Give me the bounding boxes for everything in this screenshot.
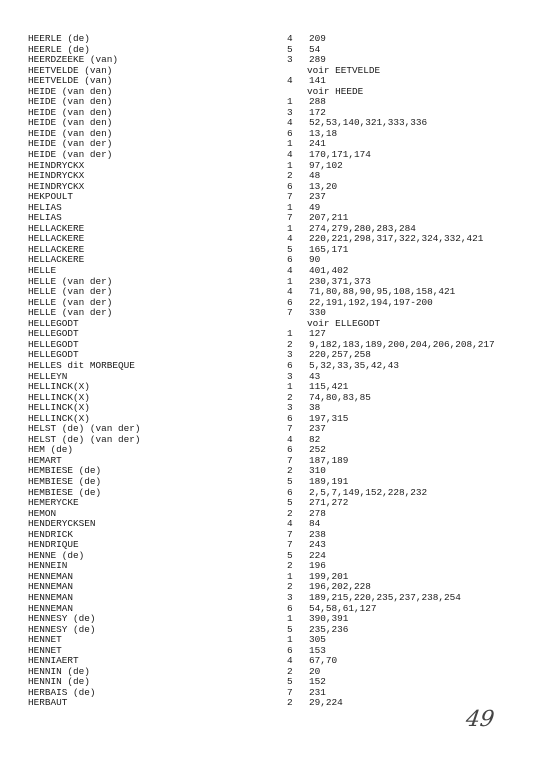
entry-pages: 288 — [309, 96, 326, 108]
entry-pages: 67,70 — [309, 655, 338, 667]
entry-pages: 252 — [309, 444, 326, 456]
entry-name: HENNEMAN — [28, 570, 74, 582]
entry-pages: voir ELLEGODT — [307, 317, 381, 329]
entry-pages: 220,257,258 — [309, 349, 371, 361]
entry-volume: 4 — [287, 518, 293, 530]
entry-volume: 2 — [287, 170, 293, 182]
entry-pages: 13,18 — [309, 127, 338, 139]
entry-pages: 84 — [309, 518, 321, 530]
entry-volume: 2 — [287, 507, 293, 519]
entry-name: HEIDE (van der) — [28, 149, 113, 161]
entry-volume: 6 — [287, 180, 293, 192]
entry-name: HENNEMAN — [28, 581, 74, 593]
entry-volume: 6 — [287, 359, 293, 371]
index-entry — [0, 551, 550, 562]
entry-pages: 172 — [309, 106, 326, 118]
entry-name: HEERLE (de) — [28, 43, 90, 55]
entry-name: HEINDRYCKX — [28, 170, 85, 182]
entry-volume: 2 — [287, 338, 293, 350]
entry-name: HEM (de) — [28, 444, 74, 456]
index-entry — [0, 593, 550, 604]
entry-name: HELST (de) (van der) — [28, 433, 141, 445]
entry-pages: 238 — [309, 528, 326, 540]
index-entry — [0, 182, 550, 193]
entry-name: HEIDE (van den) — [28, 117, 113, 129]
entry-volume: 2 — [287, 581, 293, 593]
entry-name: HENDRICK — [28, 528, 74, 540]
entry-pages: 141 — [309, 75, 326, 87]
entry-name: HELLE (van der) — [28, 307, 113, 319]
entry-name: HEIDE (van den) — [28, 96, 113, 108]
entry-name: HELLEGODT — [28, 349, 79, 361]
entry-volume: 4 — [287, 286, 293, 298]
entry-name: HENNEMAN — [28, 591, 74, 603]
entry-pages: 243 — [309, 539, 326, 551]
entry-pages: 189,215,220,235,237,238,254 — [309, 591, 461, 603]
entry-pages: 13,20 — [309, 180, 338, 192]
entry-volume: 6 — [287, 296, 293, 308]
entry-volume: 7 — [287, 423, 293, 435]
entry-pages: 29,224 — [309, 697, 343, 709]
entry-volume: 1 — [287, 570, 293, 582]
entry-pages: 90 — [309, 254, 321, 266]
entry-name: HERBAIS (de) — [28, 686, 96, 698]
entry-volume: 7 — [287, 212, 293, 224]
entry-pages: 82 — [309, 433, 321, 445]
entry-volume: 4 — [287, 433, 293, 445]
index-entry — [0, 561, 550, 572]
entry-name: HENNESY (de) — [28, 623, 96, 635]
entry-name: HEERDZEEKE (van) — [28, 54, 119, 66]
entry-name: HELLE (van der) — [28, 286, 113, 298]
index-entry — [0, 340, 550, 351]
entry-pages: 220,221,298,317,322,324,332,421 — [309, 233, 484, 245]
entry-volume: 5 — [287, 43, 293, 55]
entry-volume: 6 — [287, 644, 293, 656]
entry-pages: 196,202,228 — [309, 581, 371, 593]
entry-pages: 74,80,83,85 — [309, 391, 371, 403]
entry-pages: 48 — [309, 170, 321, 182]
entry-volume: 2 — [287, 465, 293, 477]
entry-volume: 2 — [287, 665, 293, 677]
entry-name: HEMBIESE (de) — [28, 486, 102, 498]
entry-pages: 97,102 — [309, 159, 343, 171]
entry-volume: 4 — [287, 149, 293, 161]
entry-name: HENNE (de) — [28, 549, 85, 561]
entry-pages: 189,191 — [309, 475, 349, 487]
entry-pages: 237 — [309, 423, 326, 435]
entry-pages: 165,171 — [309, 243, 349, 255]
entry-name: HELST (de) (van der) — [28, 423, 141, 435]
entry-pages: 289 — [309, 54, 326, 66]
index-entry — [0, 635, 550, 646]
entry-name: HELLACKERE — [28, 243, 85, 255]
entry-pages: 52,53,140,321,333,336 — [309, 117, 428, 129]
entry-pages: 209 — [309, 33, 326, 44]
entry-pages: 401,402 — [309, 265, 349, 277]
entry-volume: 7 — [287, 686, 293, 698]
entry-pages: voir HEEDE — [307, 85, 364, 97]
entry-pages: 390,391 — [309, 613, 349, 625]
entry-pages: 152 — [309, 676, 326, 688]
page-number: 49 — [464, 707, 496, 732]
entry-volume: 1 — [287, 201, 293, 213]
entry-name: HELLEGODT — [28, 317, 79, 329]
entry-volume: 7 — [287, 528, 293, 540]
entry-pages: 305 — [309, 634, 326, 646]
entry-volume: 3 — [287, 106, 293, 118]
entry-name: HELLINCK(X) — [28, 402, 90, 414]
entry-volume: 6 — [287, 602, 293, 614]
entry-name: HEIDE (van der) — [28, 138, 113, 150]
entry-pages: 20 — [309, 665, 321, 677]
entry-name: HEMON — [28, 507, 57, 519]
entry-name: HELLE — [28, 265, 57, 277]
entry-name: HELLEGODT — [28, 338, 79, 350]
entry-volume: 7 — [287, 539, 293, 551]
entry-volume: 4 — [287, 233, 293, 245]
index-entry — [0, 319, 550, 330]
index-entry — [0, 477, 550, 488]
entry-pages: 153 — [309, 644, 326, 656]
index-entry — [0, 519, 550, 530]
entry-name: HELLINCK(X) — [28, 391, 90, 403]
entry-volume: 1 — [287, 634, 293, 646]
entry-volume: 1 — [287, 613, 293, 625]
entry-name: HELLEGODT — [28, 328, 79, 340]
entry-pages: 199,201 — [309, 570, 349, 582]
entry-volume: 3 — [287, 54, 293, 66]
entry-volume: 4 — [287, 75, 293, 87]
entry-volume: 4 — [287, 265, 293, 277]
entry-name: HEMART — [28, 454, 62, 466]
entry-name: HENNESY (de) — [28, 613, 96, 625]
index-entry — [0, 498, 550, 509]
entry-volume: 5 — [287, 549, 293, 561]
entry-pages: 230,371,373 — [309, 275, 371, 287]
entry-pages: 9,182,183,189,200,204,206,208,217 — [309, 338, 495, 350]
entry-pages: 43 — [309, 370, 321, 382]
entry-name: HEMBIESE (de) — [28, 475, 102, 487]
entry-volume: 2 — [287, 697, 293, 709]
entry-pages: 278 — [309, 507, 326, 519]
entry-name: HEMERYCKE — [28, 497, 79, 509]
index-list — [0, 34, 550, 709]
entry-pages: 187,189 — [309, 454, 349, 466]
entry-pages: 330 — [309, 307, 326, 319]
entry-pages: 54 — [309, 43, 321, 55]
entry-volume: 7 — [287, 454, 293, 466]
entry-pages: 310 — [309, 465, 326, 477]
index-entry — [0, 488, 550, 499]
index-entry — [0, 625, 550, 636]
entry-name: HEINDRYCKX — [28, 180, 85, 192]
entry-pages: 197,315 — [309, 412, 349, 424]
entry-name: HELLACKERE — [28, 254, 85, 266]
entry-pages: 241 — [309, 138, 326, 150]
entry-volume: 1 — [287, 381, 293, 393]
entry-name: HENNIAERT — [28, 655, 79, 667]
entry-volume: 6 — [287, 486, 293, 498]
entry-pages: 231 — [309, 686, 326, 698]
index-entry — [0, 530, 550, 541]
entry-volume: 5 — [287, 243, 293, 255]
index-entry — [0, 255, 550, 266]
entry-volume: 7 — [287, 191, 293, 203]
entry-volume: 3 — [287, 349, 293, 361]
entry-volume: 4 — [287, 117, 293, 129]
entry-name: HELIAS — [28, 212, 62, 224]
entry-volume: 1 — [287, 275, 293, 287]
index-entry — [0, 582, 550, 593]
entry-name: HELLE (van der) — [28, 275, 113, 287]
entry-name: HELLINCK(X) — [28, 412, 90, 424]
entry-name: HELLACKERE — [28, 222, 85, 234]
entry-name: HEINDRYCKX — [28, 159, 85, 171]
entry-name: HEIDE (van den) — [28, 106, 113, 118]
entry-name: HELLINCK(X) — [28, 381, 90, 393]
entry-name: HELLEYN — [28, 370, 68, 382]
entry-volume: 3 — [287, 370, 293, 382]
entry-name: HELLES dit MORBEQUE — [28, 359, 135, 371]
index-entry — [0, 646, 550, 657]
index-entry — [0, 572, 550, 583]
entry-pages: 115,421 — [309, 381, 349, 393]
entry-name: HENNET — [28, 644, 62, 656]
entry-name: HENDERYCKSEN — [28, 518, 96, 530]
entry-pages: 196 — [309, 560, 326, 572]
entry-volume: 5 — [287, 497, 293, 509]
entry-pages: 127 — [309, 328, 326, 340]
entry-volume: 6 — [287, 444, 293, 456]
entry-pages: voir EETVELDE — [307, 64, 381, 76]
index-entry — [0, 203, 550, 214]
index-entry — [0, 435, 550, 446]
entry-volume: 6 — [287, 127, 293, 139]
entry-name: HEERLE (de) — [28, 33, 90, 44]
entry-name: HEETVELDE (van) — [28, 64, 113, 76]
index-entry — [0, 34, 550, 45]
entry-pages: 235,236 — [309, 623, 349, 635]
entry-pages: 49 — [309, 201, 321, 213]
entry-pages: 274,279,280,283,284 — [309, 222, 416, 234]
entry-pages: 22,191,192,194,197-200 — [309, 296, 433, 308]
index-entry — [0, 688, 550, 699]
entry-volume: 5 — [287, 623, 293, 635]
entry-pages: 71,80,88,90,95,108,158,421 — [309, 286, 456, 298]
entry-pages: 224 — [309, 549, 326, 561]
entry-volume: 4 — [287, 655, 293, 667]
entry-pages: 54,58,61,127 — [309, 602, 377, 614]
entry-volume: 6 — [287, 254, 293, 266]
entry-pages: 271,272 — [309, 497, 349, 509]
entry-volume: 1 — [287, 96, 293, 108]
entry-name: HENNEIN — [28, 560, 68, 572]
entry-name: HEMBIESE (de) — [28, 465, 102, 477]
entry-volume: 4 — [287, 33, 293, 44]
entry-name: HEKPOULT — [28, 191, 74, 203]
entry-pages: 170,171,174 — [309, 149, 371, 161]
entry-volume: 5 — [287, 475, 293, 487]
index-entry — [0, 445, 550, 456]
entry-name: HEETVELDE (van) — [28, 75, 113, 87]
entry-name: HEIDE (van den) — [28, 85, 113, 97]
entry-pages: 38 — [309, 402, 321, 414]
entry-name: HELIAS — [28, 201, 62, 213]
entry-volume: 3 — [287, 402, 293, 414]
entry-pages: 237 — [309, 191, 326, 203]
index-entry — [0, 266, 550, 277]
entry-name: HENNET — [28, 634, 62, 646]
entry-name: HENNIN (de) — [28, 665, 90, 677]
entry-name: HELLACKERE — [28, 233, 85, 245]
index-entry — [0, 192, 550, 203]
entry-volume: 3 — [287, 591, 293, 603]
entry-name: HERBAUT — [28, 697, 68, 709]
entry-volume: 7 — [287, 307, 293, 319]
entry-volume: 1 — [287, 138, 293, 150]
entry-volume: 2 — [287, 560, 293, 572]
entry-pages: 2,5,7,149,152,228,232 — [309, 486, 428, 498]
entry-volume: 6 — [287, 412, 293, 424]
index-entry — [0, 361, 550, 372]
entry-name: HEIDE (van den) — [28, 127, 113, 139]
index-entry — [0, 382, 550, 393]
entry-name: HENNEMAN — [28, 602, 74, 614]
entry-name: HENDRIQUE — [28, 539, 79, 551]
index-entry — [0, 150, 550, 161]
entry-volume: 1 — [287, 159, 293, 171]
entry-pages: 5,32,33,35,42,43 — [309, 359, 400, 371]
entry-name: HELLE (van der) — [28, 296, 113, 308]
index-entry — [0, 308, 550, 319]
entry-volume: 2 — [287, 391, 293, 403]
entry-volume: 5 — [287, 676, 293, 688]
entry-pages: 207,211 — [309, 212, 349, 224]
entry-volume: 1 — [287, 222, 293, 234]
entry-volume: 1 — [287, 328, 293, 340]
entry-name: HENNIN (de) — [28, 676, 90, 688]
